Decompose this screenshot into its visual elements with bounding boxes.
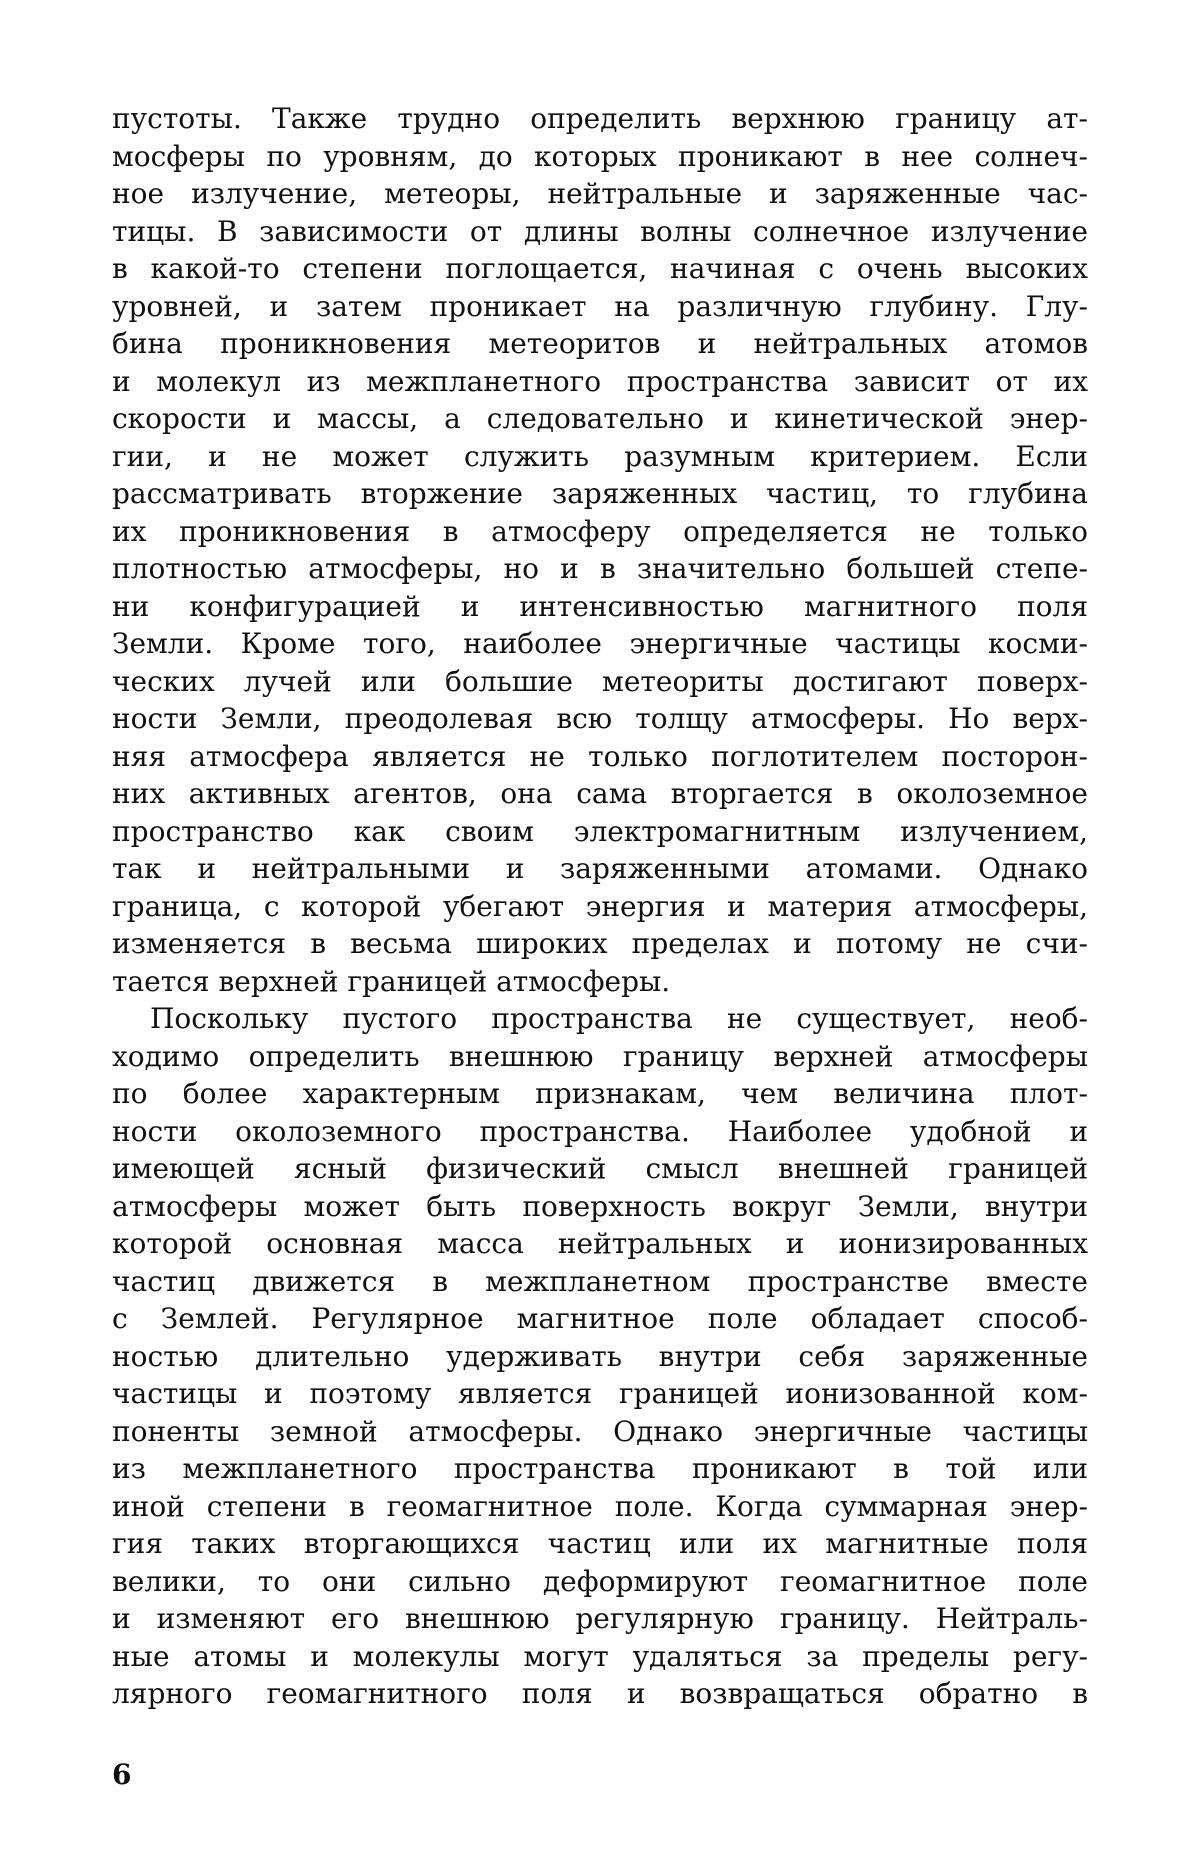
paragraph-1 [112,100,1088,1000]
text-line: ностью длительно удерживать внутри себя заряженные [112,1339,1088,1373]
text-line: по более характерным признакам, чем величина плот- [112,1077,1088,1110]
paragraph-2 [112,1000,1088,1713]
text-line: уровней, и затем проникает на различную глубину. Глу- [112,289,1088,323]
text-line: Поскольку пустого пространства не существует, необ- [150,1002,1088,1035]
text-line: тицы. В зависимости от длины волны солнечное излучение [112,214,1088,248]
text-line: которой основная масса нейтральных и ионизированных [112,1227,1088,1260]
text-line: пространство как своим электромагнитным излучением, [112,814,1088,848]
text-line: гии, и не может служить разумным критерием. Если [112,439,1088,473]
text-line: рассматривать вторжение заряженных частиц, то глубина [112,477,1088,510]
text-line: и изменяют его внешнюю регулярную границу. Нейтраль- [112,1602,1088,1635]
text-line: ности околоземного пространства. Наиболее удобной и [112,1114,1088,1148]
text-line: их проникновения в атмосферу определяется не только [112,514,1088,548]
text-line: с Землей. Регулярное магнитное поле обладает способ- [112,1302,1088,1335]
text-line: иной степени в геомагнитное поле. Когда суммарная энер- [112,1489,1088,1523]
text-line: гия таких вторгающихся частиц или их магнитные поля [112,1527,1088,1560]
text-line: поненты земной атмосферы. Однако энергичные частицы [112,1414,1088,1448]
text-line: ходимо определить внешнюю границу верхней атмосферы [112,1039,1088,1073]
text-line: них активных агентов, она сама вторгается в околоземное [112,777,1088,810]
page-number: 6 [112,1758,132,1791]
text-line: ное излучение, метеоры, нейтральные и заряженные час- [112,177,1088,210]
text-line: ности Земли, преодолевая всю толщу атмосферы. Но верх- [112,702,1088,735]
text-line: атмосферы может быть поверхность вокруг Земли, внутри [112,1189,1088,1223]
text-line: ческих лучей или большие метеориты достигают поверх- [112,664,1088,698]
text-line: велики, то они сильно деформируют геомагнитное поле [112,1564,1088,1598]
text-line: няя атмосфера является не только поглотителем посторон- [112,739,1088,773]
body-text [112,100,1088,1713]
text-line: имеющей ясный физический смысл внешней границей [112,1152,1088,1185]
text-line: в какой-то степени поглощается, начиная с очень высоких [112,252,1088,285]
text-line: из межпланетного пространства проникают в той или [112,1452,1088,1485]
text-line: бина проникновения метеоритов и нейтральных атомов [112,327,1088,360]
text-line: ни конфигурацией и интенсивностью магнитного поля [112,589,1088,623]
text-line: ные атомы и молекулы могут удаляться за пределы регу- [112,1639,1088,1673]
text-line: пустоты. Также трудно определить верхнюю границу ат- [112,102,1088,135]
text-line: мосферы по уровням, до которых проникают в нее солнеч- [112,139,1088,173]
text-line: тается верхней границей атмосферы. [112,964,671,998]
text-line: частицы и поэтому является границей ионизованной ком- [112,1377,1088,1410]
text-line: и молекул из межпланетного пространства зависит от их [112,364,1088,398]
text-line: изменяется в весьма широких пределах и потому не счи- [112,927,1088,960]
text-line: скорости и массы, а следовательно и кинетической энер- [112,402,1088,435]
text-line: плотностью атмосферы, но и в значительно большей степе- [112,552,1088,585]
text-line: частиц движется в межпланетном пространстве вместе [112,1264,1088,1298]
text-line: лярного геомагнитного поля и возвращаться обратно в [112,1677,1088,1710]
text-line: Земли. Кроме того, наиболее энергичные частицы косми- [112,627,1088,660]
text-line: граница, с которой убегают энергия и материя атмосферы, [112,889,1088,923]
text-line: так и нейтральными и заряженными атомами. Однако [112,852,1088,885]
